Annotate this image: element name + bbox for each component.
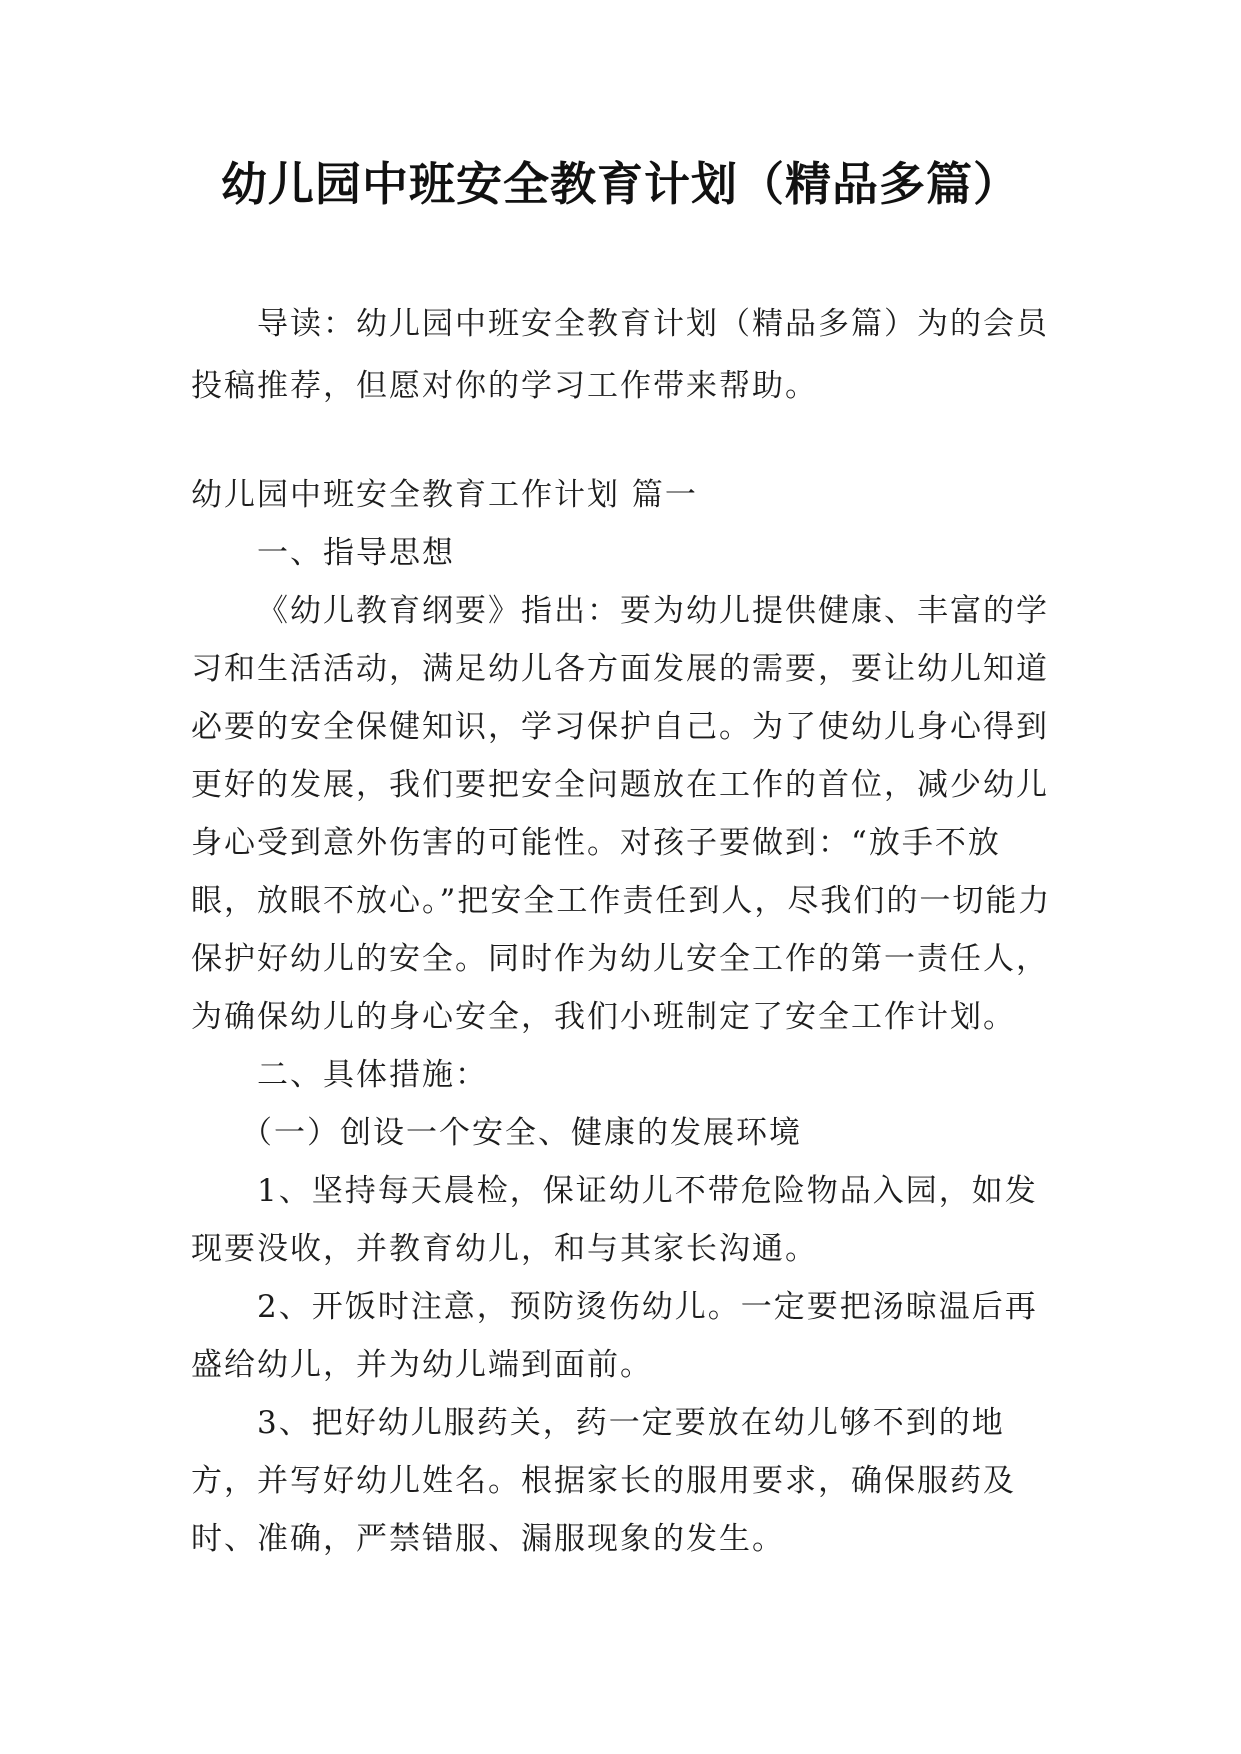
- document-body: [191, 466, 1053, 1568]
- section-title: 幼儿园中班安全教育工作计划 篇一: [191, 477, 698, 513]
- document-title: 幼儿园中班安全教育计划（精品多篇）: [221, 157, 1020, 211]
- heading-specific-measures: 二、具体措施：: [257, 1057, 488, 1093]
- list-item: 3、把好幼儿服药关，药一定要放在幼儿够不到的地方，并写好幼儿姓名。根据家长的服用要求，确保服药及时、准确，严禁错服、漏服现象的发生。: [191, 1405, 1016, 1557]
- list-item: 1、坚持每天晨检，保证幼儿不带危险物品入园，如发现要没收，并教育幼儿，和与其家长沟通。: [191, 1173, 1038, 1267]
- intro-paragraph: 导读：幼儿园中班安全教育计划（精品多篇）为的会员投稿推荐，但愿对你的学习工作带来帮助。: [191, 306, 1049, 404]
- paragraph-guiding-ideology: 《幼儿教育纲要》指出：要为幼儿提供健康、丰富的学习和生活活动，满足幼儿各方面发展的需要，要让幼儿知道必要的安全保健知识，学习保护自己。为了使幼儿身心得到更好的发展，我们要把安全问题放在工作的首位，减少幼儿身心受到意外伤害的可能性。对孩子要做到：“放手不放眼，放眼不放心。”把安全工作责任到人，尽我们的一切能力保护好幼儿的安全。同时作为幼儿安全工作的第一责任人，为确保幼儿的身心安全，我们小班制定了安全工作计划。: [191, 593, 1052, 1035]
- subheading-environment: （一）创设一个安全、健康的发展环境: [241, 1115, 802, 1151]
- heading-guiding-ideology: 一、指导思想: [257, 535, 455, 571]
- list-item: 2、开饭时注意，预防烫伤幼儿。一定要把汤晾温后再盛给幼儿，并为幼儿端到面前。: [191, 1289, 1038, 1383]
